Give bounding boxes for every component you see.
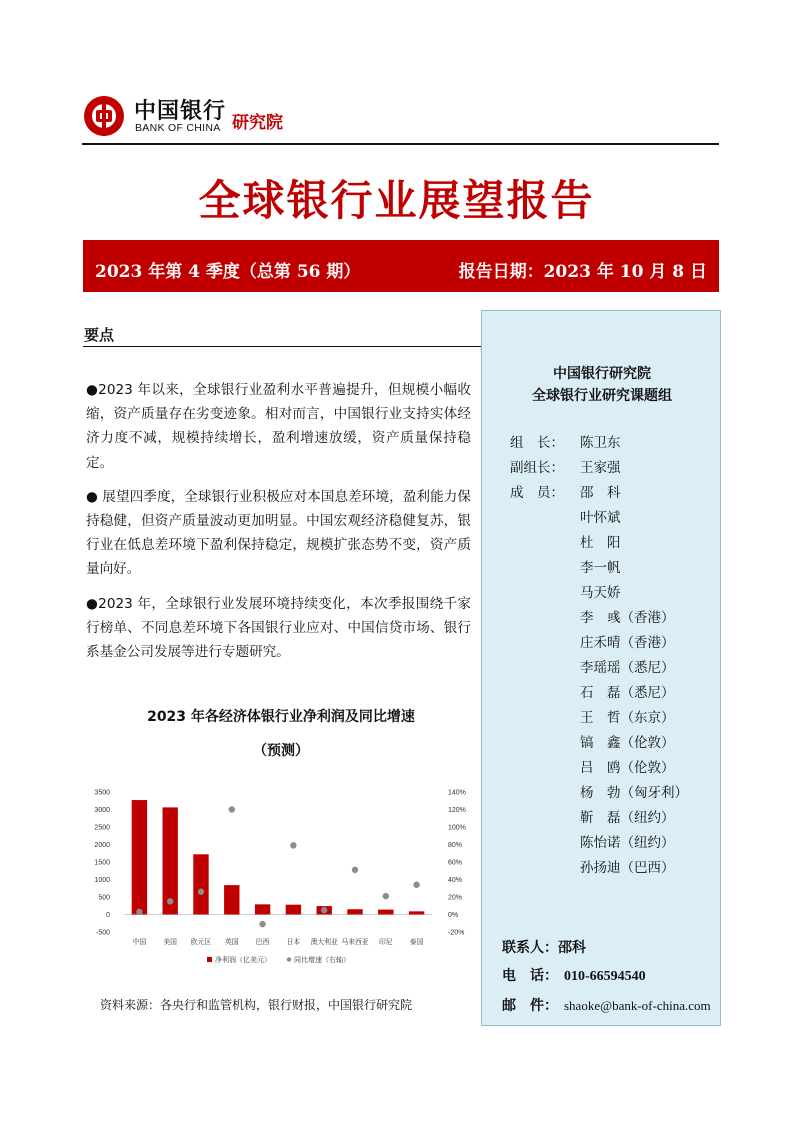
member-name: 李 彧（香港） bbox=[580, 610, 675, 626]
member-row bbox=[510, 681, 675, 701]
issue-banner bbox=[83, 240, 719, 292]
category-tick-label: 中国 bbox=[132, 938, 147, 946]
right-axis-tick-label: 140% bbox=[448, 789, 466, 797]
legend-label-yoy-growth: 同比增速（右轴） bbox=[294, 956, 350, 964]
member-name: 邵 科 bbox=[580, 485, 621, 501]
email-link[interactable]: shaoke@bank-of-china.com bbox=[564, 998, 711, 1013]
member-row bbox=[510, 431, 621, 451]
sidebar-panel bbox=[481, 310, 721, 1026]
member-name: 王 哲（东京） bbox=[580, 710, 675, 726]
bar-net-profit bbox=[255, 904, 270, 914]
member-row bbox=[510, 581, 621, 601]
member-row bbox=[510, 781, 688, 801]
right-axis-tick-label: 80% bbox=[448, 842, 463, 849]
chart-source: 资料来源：各央行和监管机构，银行财报，中国银行研究院 bbox=[100, 998, 413, 1012]
summary-bullet: ●2023 年，全球银行业发展环境持续变化，本次季报围绕千家行榜单、不同息差环境下各国银行业应对、中国信贷市场、银行系基金公司发展等进行专题研究。 bbox=[86, 595, 471, 661]
category-tick-label: 英国 bbox=[225, 938, 239, 946]
bar-net-profit bbox=[132, 800, 147, 914]
member-row bbox=[510, 456, 621, 476]
member-row bbox=[510, 831, 675, 851]
member-row bbox=[510, 856, 675, 876]
report-title: 全球银行业展望报告 bbox=[198, 176, 595, 225]
point-yoy-growth bbox=[198, 889, 204, 895]
bank-logo bbox=[82, 94, 322, 140]
right-axis-tick-label: 100% bbox=[448, 824, 466, 832]
member-row bbox=[510, 606, 675, 626]
member-name: 靳 磊（纽约） bbox=[580, 810, 675, 826]
phone-row bbox=[502, 965, 646, 985]
left-axis-tick-label: 500 bbox=[98, 894, 110, 902]
net-profit-chart bbox=[82, 780, 480, 980]
bar-net-profit bbox=[286, 905, 301, 915]
institute-name: 研究院 bbox=[232, 113, 283, 133]
point-yoy-growth bbox=[352, 867, 358, 873]
member-row bbox=[510, 706, 675, 726]
point-yoy-growth bbox=[321, 907, 327, 913]
logo-chinese-name: 中国银行 bbox=[134, 98, 227, 124]
member-name: 李瑶瑶（悉尼） bbox=[580, 660, 675, 676]
bank-of-china-logo-icon bbox=[82, 94, 126, 138]
research-group: 全球银行业研究课题组 bbox=[532, 388, 672, 404]
member-row bbox=[510, 481, 621, 501]
bar-net-profit bbox=[224, 885, 239, 914]
email-row bbox=[502, 995, 711, 1015]
category-tick-label: 马来西亚 bbox=[341, 938, 369, 946]
bar-net-profit bbox=[347, 909, 362, 914]
org-name: 中国银行研究院 bbox=[553, 366, 651, 382]
summary-bullets bbox=[86, 378, 471, 674]
category-tick-label: 泰国 bbox=[409, 938, 424, 946]
report-date: 报告日期：2023 年 10 月 8 日 bbox=[458, 262, 707, 282]
legend-swatch-yoy-growth bbox=[287, 957, 291, 961]
legend-label-net-profit: 净利润（亿美元） bbox=[215, 956, 271, 964]
left-axis-tick-label: 1500 bbox=[94, 859, 110, 867]
category-tick-label: 巴西 bbox=[255, 938, 270, 946]
member-name: 孙扬迪（巴西） bbox=[580, 860, 675, 876]
point-yoy-growth bbox=[290, 842, 296, 848]
member-name: 马天娇 bbox=[580, 585, 621, 601]
right-axis-tick-label: 40% bbox=[448, 877, 463, 884]
member-row bbox=[510, 731, 675, 751]
bar-net-profit bbox=[193, 854, 208, 914]
chart-title: 2023 年各经济体银行业净利润及同比增速 bbox=[147, 709, 415, 725]
header-divider bbox=[82, 143, 719, 145]
logo-english-name: BANK OF CHINA bbox=[135, 122, 221, 134]
point-yoy-growth bbox=[167, 898, 173, 904]
sidebar-organization bbox=[482, 363, 722, 407]
bar-net-profit bbox=[409, 911, 424, 914]
summary-bullet: ● 展望四季度，全球银行业积极应对本国息差环境，盈利能力保持稳健，但资产质量波动更加明显。中国宏观经济稳健复苏，银行业在低息差环境下盈利保持稳定，规模扩张态势不变，资产质量向好。 bbox=[86, 488, 471, 578]
email-label: 邮 件： bbox=[502, 998, 558, 1014]
summary-divider bbox=[83, 346, 481, 347]
category-tick-label: 澳大利亚 bbox=[310, 938, 338, 946]
member-name: 陈卫东 bbox=[580, 435, 621, 451]
category-tick-label: 欧元区 bbox=[190, 938, 212, 946]
left-axis-tick-label: -500 bbox=[95, 929, 110, 937]
contact-label: 联系人： bbox=[502, 940, 558, 956]
right-axis-tick-label: 120% bbox=[448, 807, 466, 814]
member-role: 副组长： bbox=[510, 460, 564, 476]
right-axis-tick-label: -20% bbox=[448, 929, 465, 937]
member-row bbox=[510, 631, 675, 651]
contact-name: 邵科 bbox=[558, 940, 586, 956]
member-name: 杨 勃（匈牙利） bbox=[580, 785, 688, 801]
chart-subtitle: （预测） bbox=[253, 743, 309, 759]
member-row bbox=[510, 531, 621, 551]
member-row bbox=[510, 556, 621, 576]
member-name: 杜 阳 bbox=[580, 535, 621, 551]
right-axis-tick-label: 60% bbox=[448, 859, 463, 867]
right-axis-tick-label: 0% bbox=[448, 912, 459, 919]
category-tick-label: 印尼 bbox=[379, 938, 393, 946]
left-axis-tick-label: 2500 bbox=[94, 824, 110, 832]
phone-number: 010-66594540 bbox=[564, 969, 646, 984]
member-role: 组 长： bbox=[510, 435, 564, 451]
point-yoy-growth bbox=[413, 882, 419, 888]
member-row bbox=[510, 756, 675, 776]
point-yoy-growth bbox=[383, 893, 389, 899]
member-row bbox=[510, 656, 675, 676]
member-row bbox=[510, 506, 621, 526]
category-tick-label: 日本 bbox=[286, 938, 301, 946]
member-name: 石 磊（悉尼） bbox=[580, 685, 675, 701]
left-axis-tick-label: 1000 bbox=[94, 877, 110, 884]
member-row bbox=[510, 806, 675, 826]
left-axis-tick-label: 2000 bbox=[94, 842, 110, 849]
contact-row bbox=[502, 937, 586, 957]
issue-label: 2023 年第 4 季度（总第 56 期） bbox=[95, 262, 361, 282]
category-tick-label: 美国 bbox=[163, 938, 177, 946]
member-name: 陈怡诺（纽约） bbox=[580, 835, 675, 851]
member-name: 吕 鸥（伦敦） bbox=[580, 760, 675, 776]
right-axis-tick-label: 20% bbox=[448, 894, 463, 902]
summary-bullet: ●2023 年以来，全球银行业盈利水平普遍提升，但规模小幅收缩，资产质量存在劣变迹象。相对而言，中国银行业支持实体经济力度不减，规模持续增长，盈利增速放缓，资产质量保持稳定。 bbox=[86, 382, 471, 471]
point-yoy-growth bbox=[136, 909, 142, 915]
member-name: 王家强 bbox=[580, 460, 621, 476]
left-axis-tick-label: 3500 bbox=[94, 789, 110, 797]
left-axis-tick-label: 3000 bbox=[94, 807, 110, 814]
summary-heading: 要点 bbox=[84, 326, 115, 344]
member-role: 成 员： bbox=[510, 485, 564, 501]
member-name: 镐 鑫（伦敦） bbox=[580, 735, 675, 751]
member-name: 李一帆 bbox=[580, 560, 621, 576]
bar-net-profit bbox=[378, 910, 393, 915]
left-axis-tick-label: 0 bbox=[106, 912, 110, 919]
phone-label: 电 话： bbox=[502, 968, 558, 984]
point-yoy-growth bbox=[259, 921, 265, 927]
member-name: 叶怀斌 bbox=[580, 510, 621, 526]
legend-swatch-net-profit bbox=[207, 957, 212, 962]
member-name: 庄禾晴（香港） bbox=[580, 635, 675, 651]
point-yoy-growth bbox=[229, 806, 235, 812]
